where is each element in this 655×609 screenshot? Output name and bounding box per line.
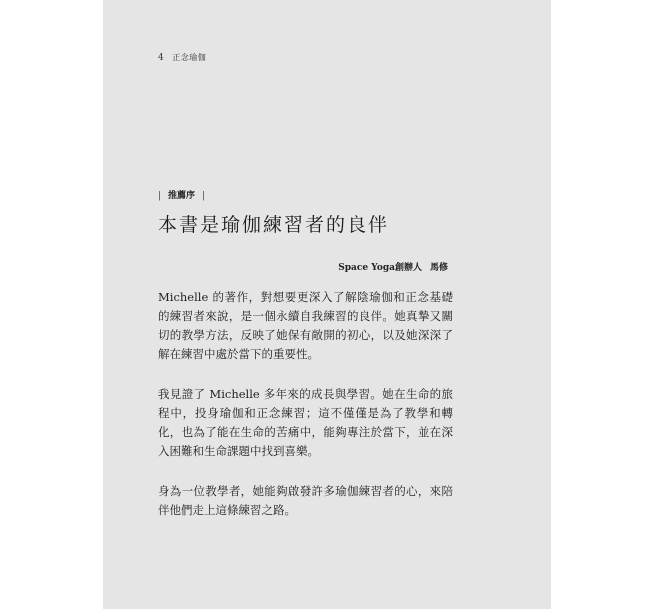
body-text [158, 288, 453, 541]
author-line [338, 260, 448, 273]
paragraph-3: 身為一位教學者，她能夠啟發許多瑜伽練習者的心，來陪伴他們走上這條練習之路。 [158, 484, 453, 517]
paragraph-1: Michelle 的著作，對想要更深入了解陰瑜伽和正念基礎的練習者來說，是一個永續自我練習的良伴。她真摯又關切的教學方法，反映了她保有敞開的初心，以及她深深了解在練習中處於當下的重要性。 [158, 290, 453, 361]
paragraph-2: 我見證了 Michelle 多年來的成長與學習。她在生命的旅程中，投身瑜伽和正念練習；這不僅僅是為了教學和轉化，也為了能在生命的苦痛中，能夠專注於當下，並在深入困難和生命課題中找到喜樂。 [158, 387, 453, 458]
section-bar-left: | [158, 191, 162, 201]
running-header [158, 52, 206, 63]
chapter-title: 本書是瑜伽練習者的良伴 [158, 214, 390, 236]
section-tag [158, 188, 205, 201]
book-title: 正念瑜伽 [172, 53, 207, 62]
author-affiliation: Space Yoga創辦人 [338, 263, 422, 273]
section-bar-right: | [202, 191, 206, 201]
section-label: 推薦序 [168, 191, 196, 201]
author-name: 馬修 [429, 263, 448, 273]
page-number: 4 [158, 53, 165, 63]
book-page [103, 0, 551, 609]
